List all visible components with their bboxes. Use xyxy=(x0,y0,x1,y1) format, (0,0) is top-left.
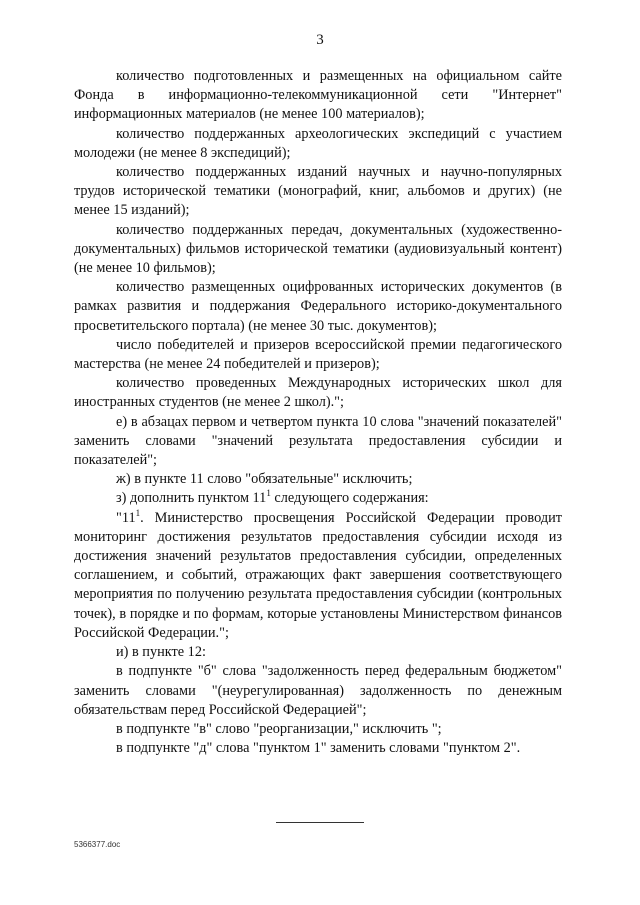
paragraph: в подпункте "в" слово "реорганизации," исключить "; xyxy=(116,720,442,737)
paragraph: ж) в пункте 11 слово "обязательные" исключить; xyxy=(116,471,413,488)
page-number: 3 xyxy=(316,32,324,48)
document-code: 5366377.doc xyxy=(74,840,121,849)
paragraph: в подпункте "б" слова "задолженность перед федеральным бюджетом" заменить словами "(неурегулированная) задолженность по денежным обязательствам перед Российской Федерацией"; xyxy=(74,663,562,718)
paragraph: е) в абзацах первом и четвертом пункта 10 слова "значений показателей" заменить словами "значений результата предоставления субсидии и показателей"; xyxy=(74,413,562,469)
paragraph: количество поддержанных археологических экспедиций с участием молодежи (не менее 8 экспедиций); xyxy=(74,125,562,161)
paragraph: и) в пункте 12: xyxy=(116,644,206,661)
paragraph-11-1 xyxy=(74,509,562,643)
paragraph-z-before: з) дополнить пунктом 11 xyxy=(116,490,267,507)
paragraph-z xyxy=(74,489,562,508)
paragraph: в подпункте "д" слова "пунктом 1" заменить словами "пунктом 2". xyxy=(116,740,521,757)
paragraph: количество поддержанных передач, документальных (художественно-документальных) фильмов исторической тематики (аудиовизуальный контент) (не менее 10 фильмов); xyxy=(74,221,562,277)
paragraph: количество проведенных Международных исторических школ для иностранных студентов (не менее 2 школ)."; xyxy=(74,375,562,411)
paragraph-z-sup: 1 xyxy=(266,488,271,499)
document-body xyxy=(74,67,562,758)
paragraph-z-after: следующего содержания: xyxy=(270,490,429,507)
paragraph-11-before: "11 xyxy=(116,509,136,526)
paragraph: число победителей и призеров всероссийской премии педагогического мастерства (не менее 24 победителей и призеров); xyxy=(74,336,562,373)
paragraph-11-sup: 1 xyxy=(135,507,141,518)
paragraph: количество размещенных оцифрованных исторических документов (в рамках развития и поддержания Федерального историко-документального просветительского портала) (не менее 30 тыс. документов); xyxy=(74,279,562,334)
paragraph: количество поддержанных изданий научных и научно-популярных трудов исторической тематики (монографий, книг, альбомов и других) (не менее 15 изданий); xyxy=(74,164,562,219)
paragraph-11-after: . Министерство просвещения Российской Федерации проводит мониторинг достижения результатов предоставления субсидии исходя из достижения значений результатов предоставления субсидии, определенных соглашением, и событий, отражающих факт завершения соответствующего мероприятия по получению результата предоставления субсидии (контрольных точек), в порядке и по формам, которые установлены Министерством финансов Российской Федерации."; xyxy=(74,509,562,641)
paragraph: количество подготовленных и размещенных на официальном сайте Фонда в информационно-телекоммуникационной сети "Интернет" информационных материалов (не менее 100 материалов); xyxy=(74,68,562,123)
separator-line xyxy=(276,822,364,823)
